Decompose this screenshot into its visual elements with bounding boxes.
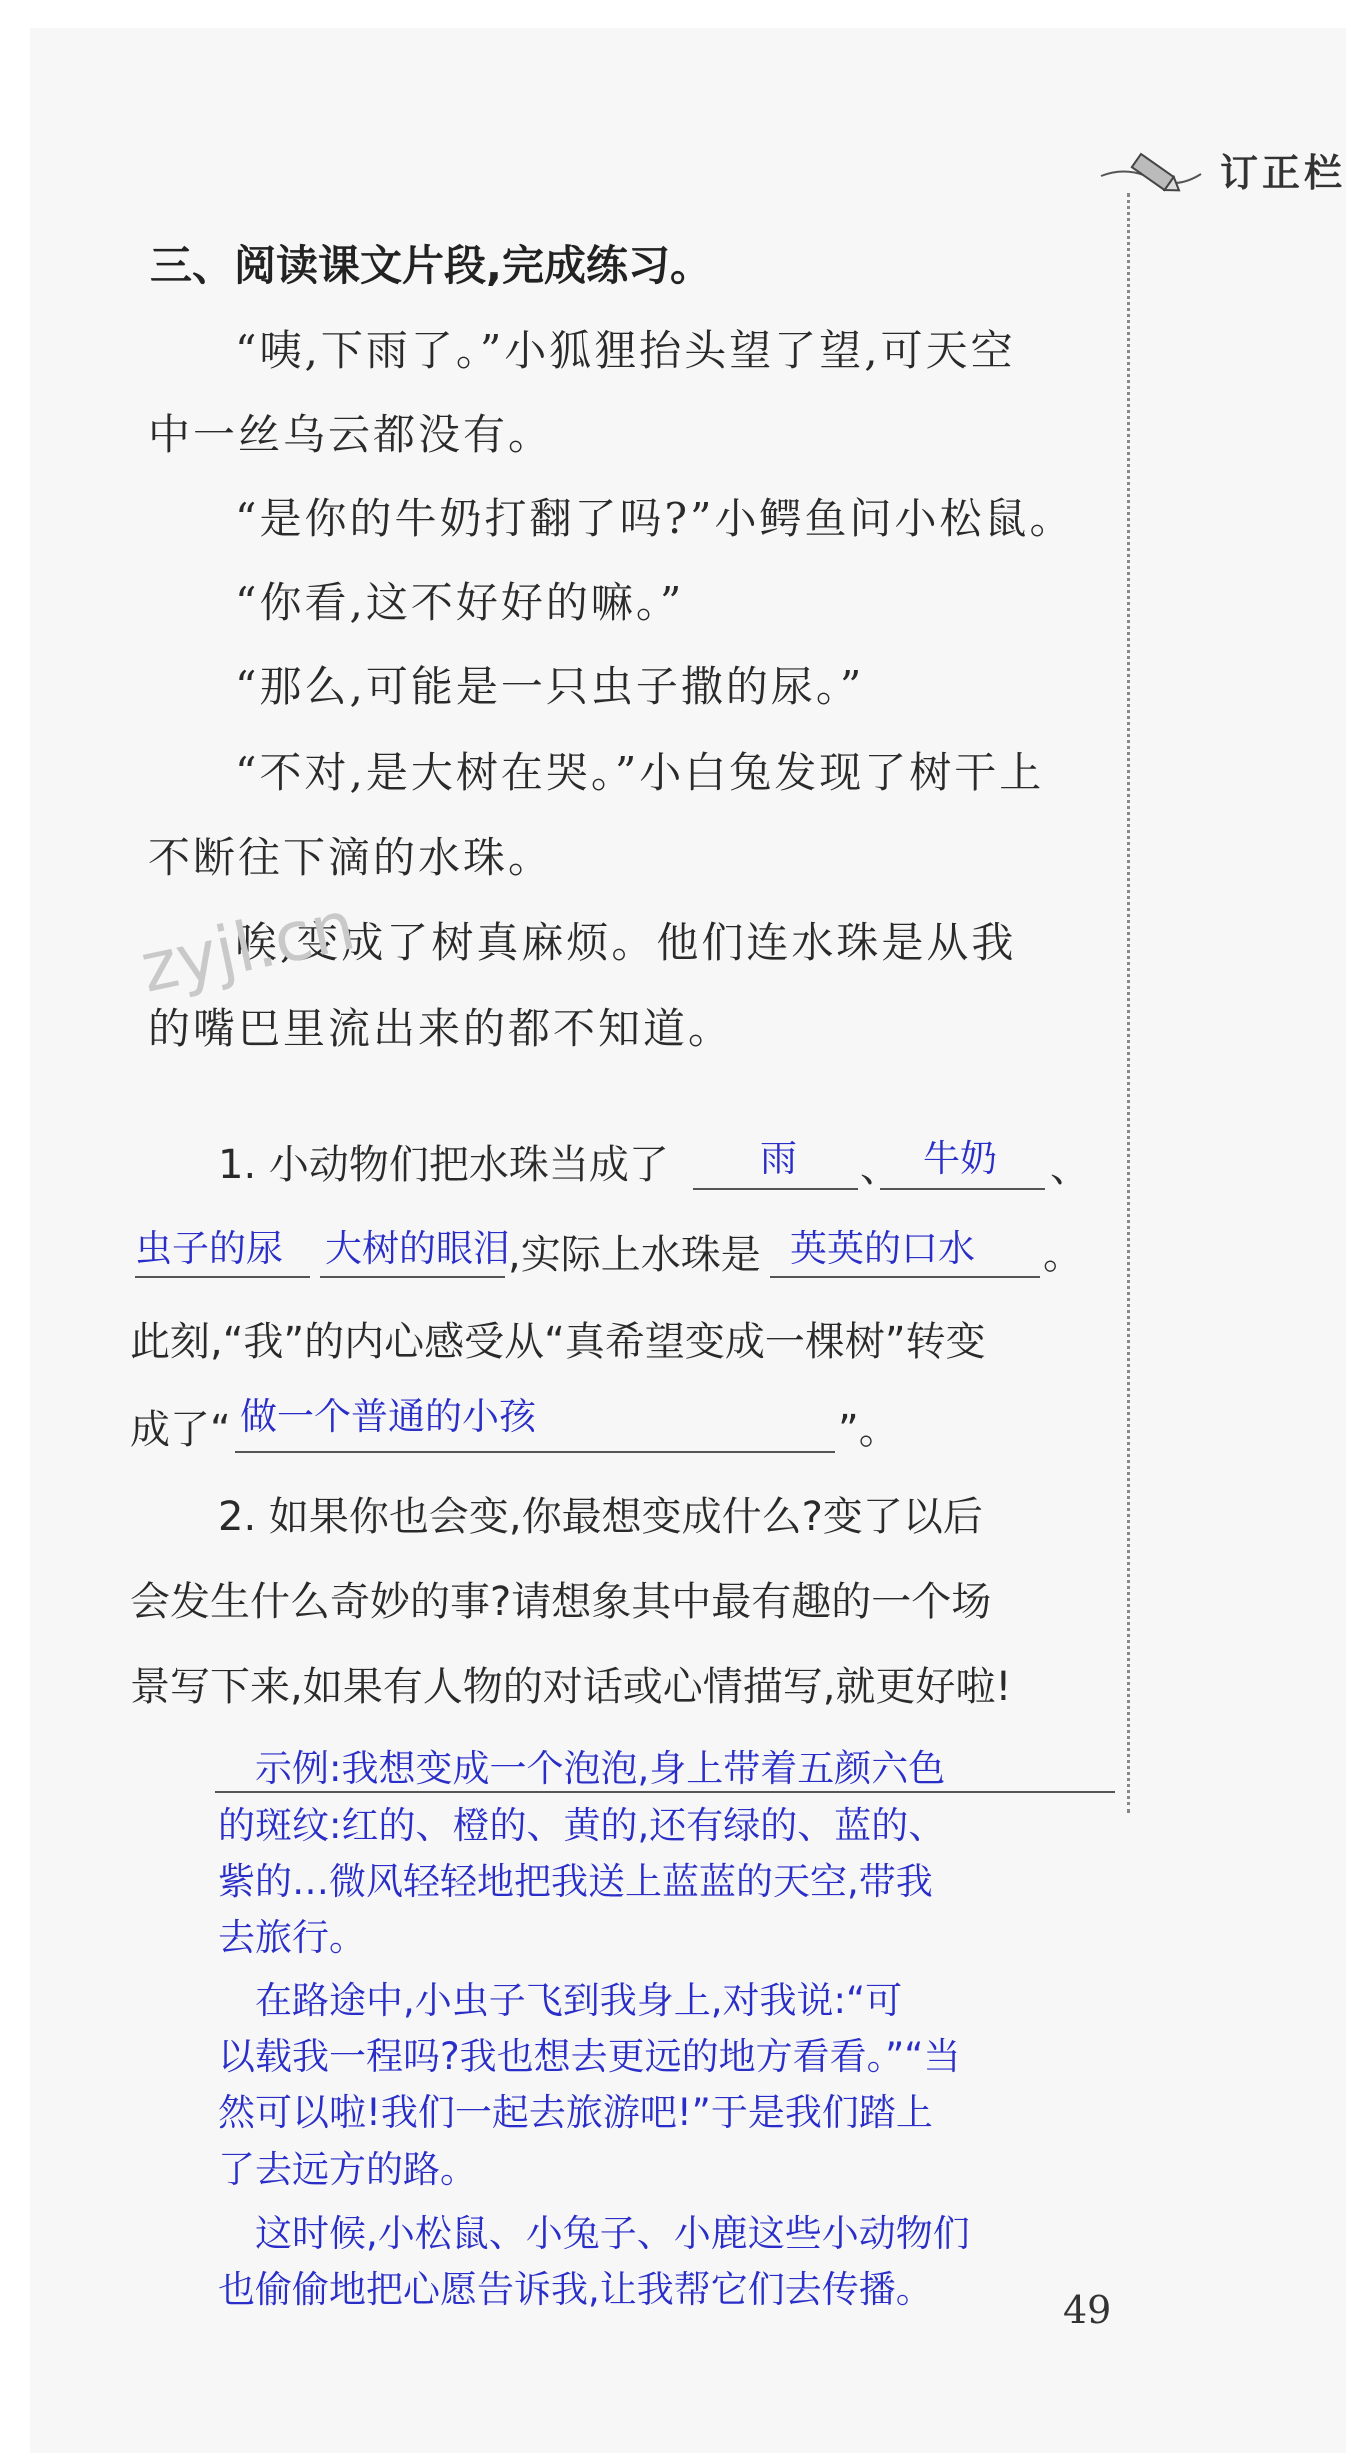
answer-1: 雨 [760, 1137, 797, 1180]
answer-blank-5[interactable] [770, 1276, 1040, 1278]
passage-line: 的嘴巴里流出来的都不知道。 [148, 1004, 734, 1053]
q1-separator: 、 [1050, 1145, 1090, 1191]
q1-period: 。 [1043, 1232, 1083, 1278]
essay-line: 示例:我想变成一个泡泡,身上带着五颜六色 [255, 1747, 946, 1790]
section-heading: 三、阅读课文片段,完成练习。 [150, 241, 712, 290]
q1-prefix: 1. 小动物们把水珠当成了 [218, 1142, 669, 1188]
passage-line: “是你的牛奶打翻了吗?”小鳄鱼问小松鼠。 [235, 494, 1075, 543]
passage-line: 不断往下滴的水珠。 [148, 833, 554, 882]
pencil-icon [1096, 136, 1206, 196]
essay-line: 去旅行。 [218, 1916, 366, 1959]
answer-blank-2[interactable] [880, 1188, 1045, 1190]
answer-2: 牛奶 [923, 1137, 997, 1180]
correction-column-divider [1127, 193, 1130, 1813]
q1-middle-text: ,实际上水珠是 [508, 1232, 761, 1278]
answer-blank-3[interactable] [135, 1276, 310, 1278]
answer-blank-1[interactable] [693, 1188, 858, 1190]
essay-line: 的斑纹:红的、橙的、黄的,还有绿的、蓝的、 [218, 1804, 946, 1847]
essay-line: 这时候,小松鼠、小兔子、小鹿这些小动物们 [255, 2212, 970, 2255]
answer-4: 大树的眼泪 [325, 1227, 510, 1270]
q1-line3: 此刻,“我”的内心感受从“真希望变成一棵树”转变 [130, 1319, 986, 1365]
workbook-page [30, 28, 1346, 2453]
q2-line: 会发生什么奇妙的事?请想象其中最有趣的一个场 [130, 1579, 992, 1625]
passage-line: “咦,下雨了。”小狐狸抬头望了望,可天空 [235, 326, 1016, 375]
answer-6: 做一个普通的小孩 [240, 1395, 536, 1438]
passage-line: 中一丝乌云都没有。 [148, 410, 554, 459]
answer-3: 虫子的尿 [135, 1227, 283, 1270]
q2-line: 2. 如果你也会变,你最想变成什么?变了以后 [218, 1494, 983, 1540]
q1-line4-prefix: 成了“ [130, 1407, 231, 1453]
q2-line: 景写下来,如果有人物的对话或心情描写,就更好啦! [130, 1664, 1012, 1710]
essay-line: 然可以啦!我们一起去旅游吧!”于是我们踏上 [218, 2091, 933, 2134]
essay-line: 了去远方的路。 [218, 2148, 477, 2191]
essay-line: 在路途中,小虫子飞到我身上,对我说:“可 [255, 1979, 903, 2022]
essay-line: 也偷偷地把心愿告诉我,让我帮它们去传播。 [218, 2268, 933, 2311]
watermark: zyjl.cn [134, 886, 362, 1009]
answer-blank-6[interactable] [235, 1451, 835, 1453]
passage-line: 唉,变成了树真麻烦。他们连水珠是从我 [235, 918, 1017, 967]
answer-5: 英英的口水 [790, 1227, 975, 1270]
passage-line: “不对,是大树在哭。”小白兔发现了树干上 [235, 748, 1045, 797]
q1-line4-end: ”。 [838, 1407, 899, 1453]
essay-line: 以载我一程吗?我也想去更远的地方看看。”“当 [218, 2035, 961, 2078]
correction-label: 订正栏 [1219, 151, 1346, 195]
correction-column-header [1096, 136, 1346, 196]
passage-line: “你看,这不好好的嘛。” [235, 578, 685, 627]
page-number: 49 [1063, 2288, 1112, 2332]
essay-line: 紫的…微风轻轻地把我送上蓝蓝的天空,带我 [218, 1860, 933, 1903]
passage-line: “那么,可能是一只虫子撒的尿。” [235, 662, 865, 711]
q1-separator: 、 [860, 1145, 900, 1191]
answer-blank-4[interactable] [320, 1276, 505, 1278]
